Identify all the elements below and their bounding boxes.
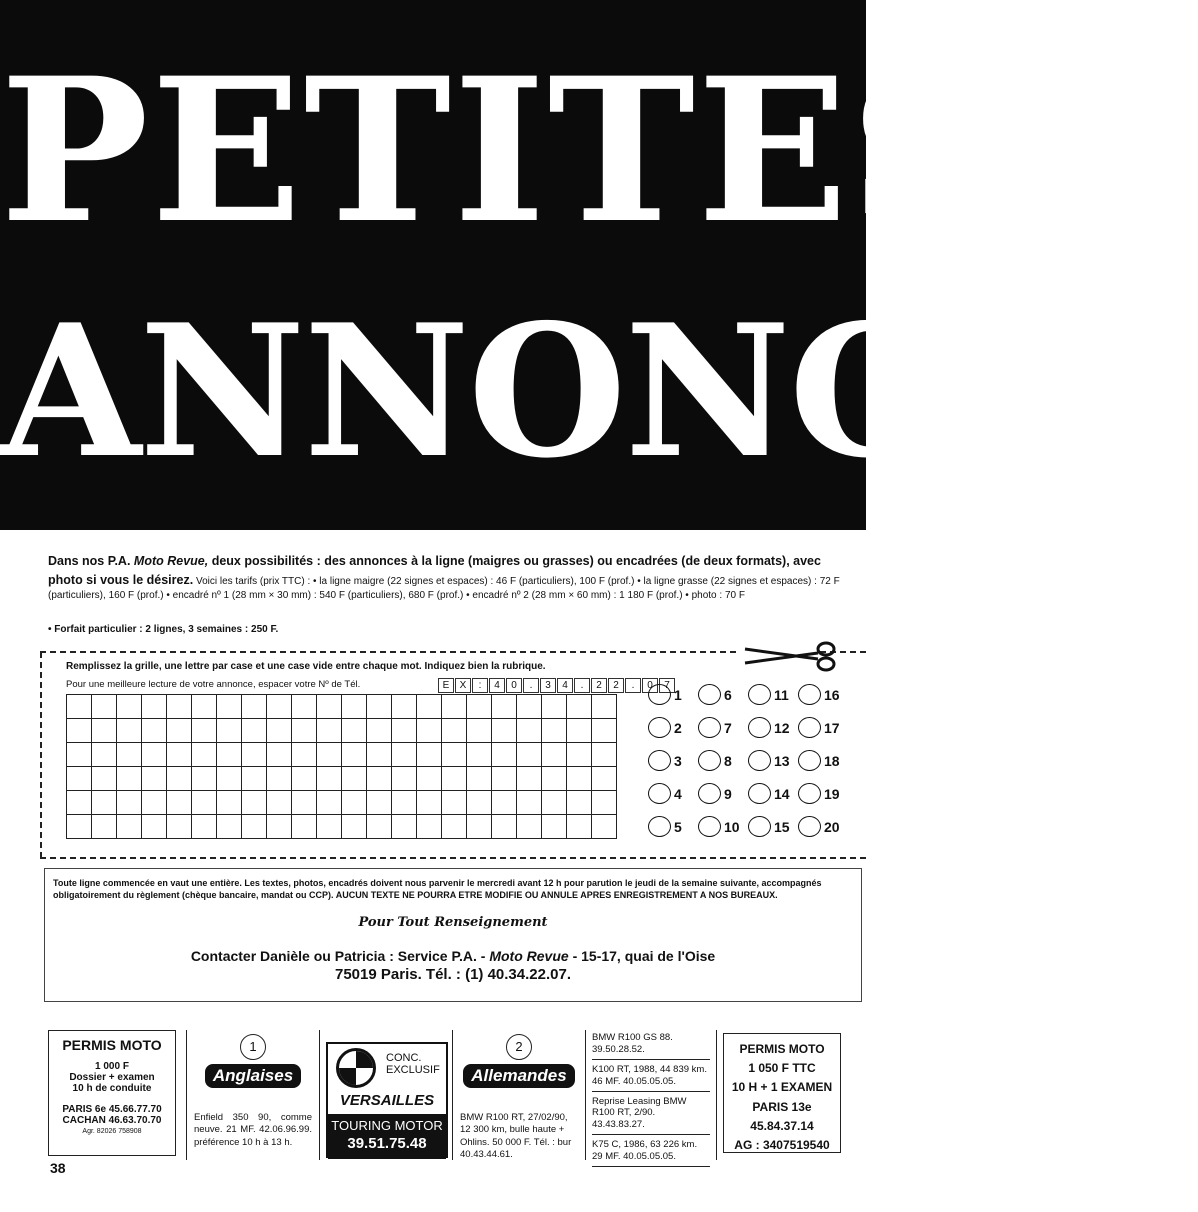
rubric-option-7[interactable]: [698, 711, 748, 744]
rules-text: Toute ligne commencée en vaut une entière. Les textes, photos, encadrés doivent nous parvenir le mercredi avant 12 h pour parution le jeudi de la semaine suivante, accompagnés obligatoirement du règlement (chèque bancaire, mandat ou CCP). AUCUN TEXTE NE POURRA ETRE MODIFIE OU ANNULE APRES ENREGISTREMENT A NOS BUREAUX.: [53, 878, 822, 901]
intro-rates: Voici les tarifs (prix TTC) : • la ligne maigre (22 signes et espaces) : 46 F (particuliers), 100 F (prof.) • la ligne grasse (22 signes et espaces) : 72 F (particuliers), 160 F (prof.) • encadré nº 1 (28 mm × 30 mm) : 540 F (particuliers), 680 F (prof.) • encadré nº 2 (28 mm × 60 mm) : 1 180 F (prof.) • photo : 70 F: [48, 575, 840, 601]
grid-cell[interactable]: [217, 767, 242, 791]
grid-cell[interactable]: [242, 791, 267, 815]
grid-cell[interactable]: [242, 767, 267, 791]
rubric-number: 9: [724, 785, 732, 802]
grid-cell[interactable]: [467, 767, 492, 791]
section-number: 2: [506, 1034, 532, 1060]
classified-ad: Reprise Leasing BMW R100 RT, 2/90. 43.43.83.27.: [592, 1096, 710, 1136]
grid-cell[interactable]: [217, 791, 242, 815]
ad-title: PERMIS MOTO: [739, 1042, 825, 1056]
grid-cell[interactable]: [492, 695, 517, 719]
radio-circle-icon[interactable]: [648, 750, 671, 771]
grid-cell[interactable]: [542, 719, 567, 743]
classified-ad: BMW R100 GS 88. 39.50.28.52.: [592, 1032, 710, 1060]
rubric-selector: [648, 678, 848, 843]
grid-cell[interactable]: [142, 719, 167, 743]
grid-cell[interactable]: [492, 815, 517, 839]
contact-phone: 75019 Paris. Tél. : (1) 40.34.22.07.: [335, 966, 571, 984]
grid-cell[interactable]: [167, 815, 192, 839]
ad-touring-motor: [326, 1042, 448, 1158]
column-divider: [716, 1030, 717, 1160]
grid-cell[interactable]: [517, 695, 542, 719]
ad-permis-moto-1: [48, 1030, 176, 1156]
grid-cell[interactable]: [517, 767, 542, 791]
radio-circle-icon[interactable]: [698, 816, 721, 837]
grid-cell[interactable]: [267, 791, 292, 815]
rubric-option-6[interactable]: [698, 678, 748, 711]
grid-cell[interactable]: [167, 767, 192, 791]
title-banner: [0, 0, 1198, 530]
grid-cell[interactable]: [492, 719, 517, 743]
rubric-number: 4: [674, 785, 682, 802]
grid-cell[interactable]: [567, 743, 592, 767]
ad-phone: 45.84.37.14: [750, 1118, 814, 1133]
grid-cell[interactable]: [392, 743, 417, 767]
grid-cell[interactable]: [592, 695, 617, 719]
grid-cell[interactable]: [342, 767, 367, 791]
grid-cell[interactable]: [92, 815, 117, 839]
grid-cell[interactable]: [467, 743, 492, 767]
column-divider: [452, 1030, 453, 1160]
ad-dealer-block: [328, 1114, 446, 1159]
grid-cell[interactable]: [142, 815, 167, 839]
rubric-option-5[interactable]: [648, 810, 698, 843]
grid-cell[interactable]: [517, 791, 542, 815]
grid-cell[interactable]: [67, 767, 92, 791]
ad-dealer: TOURING MOTOR: [331, 1118, 443, 1133]
rubric-number: 8: [724, 752, 732, 769]
contact-magazine: Moto Revue: [489, 948, 569, 964]
grid-cell[interactable]: [317, 791, 342, 815]
grid-cell[interactable]: [417, 719, 442, 743]
phone-example-box: 7: [659, 678, 675, 693]
grid-cell[interactable]: [567, 695, 592, 719]
phone-example-box: 4: [557, 678, 573, 693]
grid-cell[interactable]: [392, 719, 417, 743]
column-divider: [585, 1030, 586, 1160]
phone-example-box: 0: [506, 678, 522, 693]
grid-cell[interactable]: [517, 719, 542, 743]
radio-circle-icon[interactable]: [648, 684, 671, 705]
grid-cell[interactable]: [267, 719, 292, 743]
rules-box: [44, 868, 862, 1002]
cut-line-left: [40, 652, 42, 858]
grid-cell[interactable]: [442, 695, 467, 719]
grid-cell[interactable]: [542, 743, 567, 767]
grid-cell[interactable]: [117, 719, 142, 743]
grid-cell[interactable]: [467, 695, 492, 719]
radio-circle-icon[interactable]: [648, 783, 671, 804]
grid-cell[interactable]: [367, 743, 392, 767]
rubric-option-11[interactable]: [748, 678, 798, 711]
contact-text: Contacter Danièle ou Patricia : Service P.A. -: [190, 948, 490, 964]
section-number: 1: [240, 1034, 266, 1060]
grid-cell[interactable]: [542, 815, 567, 839]
phone-example: [438, 678, 676, 693]
grid-cell[interactable]: [392, 815, 417, 839]
rubric-number: 16: [824, 686, 840, 703]
radio-circle-icon[interactable]: [798, 717, 821, 738]
rubric-number: 15: [774, 818, 790, 835]
grid-cell[interactable]: [342, 695, 367, 719]
grid-cell[interactable]: [67, 791, 92, 815]
grid-cell[interactable]: [92, 719, 117, 743]
grid-cell[interactable]: [542, 695, 567, 719]
radio-circle-icon[interactable]: [698, 783, 721, 804]
grid-cell[interactable]: [92, 767, 117, 791]
rubric-number: 13: [774, 752, 790, 769]
grid-cell[interactable]: [292, 791, 317, 815]
grid-cell[interactable]: [292, 815, 317, 839]
grid-cell[interactable]: [442, 719, 467, 743]
grid-cell[interactable]: [442, 767, 467, 791]
rubric-number: 10: [724, 818, 740, 835]
grid-cell[interactable]: [317, 815, 342, 839]
grid-cell[interactable]: [567, 767, 592, 791]
grid-cell[interactable]: [92, 695, 117, 719]
rubric-number: 7: [724, 719, 732, 736]
intro-lead-rest: deux possibilités : des annonces à la ligne (maigres ou grasses) ou encadrées (de deux formats), avec photo si vous le désirez.: [48, 554, 821, 587]
page-number: 38: [50, 1160, 66, 1176]
grid-cell[interactable]: [267, 815, 292, 839]
grid-cell[interactable]: [367, 695, 392, 719]
grid-cell[interactable]: [467, 791, 492, 815]
grid-cell[interactable]: [417, 815, 442, 839]
grid-cell[interactable]: [217, 743, 242, 767]
grid-cell[interactable]: [467, 815, 492, 839]
rubric-option-4[interactable]: [648, 777, 698, 810]
ad-line: 10 h de conduite: [72, 1083, 152, 1094]
grid-cell[interactable]: [67, 719, 92, 743]
grid-cell[interactable]: [317, 743, 342, 767]
rubric-option-9[interactable]: [698, 777, 748, 810]
grid-cell[interactable]: [492, 791, 517, 815]
ad-title: PERMIS MOTO: [62, 1037, 162, 1053]
intro-lead-magazine: Moto Revue,: [133, 554, 209, 568]
rubric-option-3[interactable]: [648, 744, 698, 777]
rubric-number: 18: [824, 752, 840, 769]
grid-cell[interactable]: [367, 719, 392, 743]
rubric-number: 1: [674, 686, 682, 703]
grid-cell[interactable]: [567, 815, 592, 839]
grid-cell[interactable]: [167, 695, 192, 719]
grid-cell[interactable]: [67, 815, 92, 839]
grid-cell[interactable]: [167, 791, 192, 815]
grid-cell[interactable]: [292, 719, 317, 743]
grid-cell[interactable]: [192, 791, 217, 815]
rubric-option-16[interactable]: [798, 678, 848, 711]
contact-address: - 15-17, quai de l'Oise: [568, 948, 716, 964]
forfait-line: • Forfait particulier : 2 lignes, 3 semaines : 250 F.: [48, 624, 279, 635]
grid-cell[interactable]: [392, 695, 417, 719]
grid-cell[interactable]: [442, 791, 467, 815]
classified-ad: BMW R100 RT, 27/02/90, 12 300 km, bulle haute + Ohlins. 50 000 F. Tél. : bur 40.43.44.61.: [460, 1112, 572, 1161]
grid-cell[interactable]: [342, 719, 367, 743]
phone-example-box: 0: [642, 678, 658, 693]
rubric-option-15[interactable]: [748, 810, 798, 843]
grid-cell[interactable]: [567, 719, 592, 743]
grid-cell[interactable]: [317, 695, 342, 719]
grid-cell[interactable]: [442, 815, 467, 839]
grid-cell[interactable]: [592, 791, 617, 815]
ad-text-grid[interactable]: [66, 694, 617, 839]
grid-cell[interactable]: [417, 767, 442, 791]
grid-cell[interactable]: [492, 767, 517, 791]
rubric-option-14[interactable]: [748, 777, 798, 810]
rubric-number: 2: [674, 719, 682, 736]
phone-example-box: 4: [489, 678, 505, 693]
ad-city: PARIS 13e: [752, 1099, 812, 1114]
classifieds-column: [592, 1032, 710, 1171]
grid-cell[interactable]: [242, 743, 267, 767]
radio-circle-icon[interactable]: [698, 684, 721, 705]
rubric-option-19[interactable]: [798, 777, 848, 810]
phone-example-box: :: [472, 678, 488, 693]
ad-price: 1 000 F: [95, 1061, 129, 1072]
grid-cell[interactable]: [267, 743, 292, 767]
scissors-icon: [740, 637, 840, 673]
grid-cell[interactable]: [117, 815, 142, 839]
grid-cell[interactable]: [467, 719, 492, 743]
rubric-number: 14: [774, 785, 790, 802]
grid-cell[interactable]: [417, 695, 442, 719]
grid-cell[interactable]: [592, 743, 617, 767]
rubric-number: 11: [774, 686, 789, 703]
grid-cell[interactable]: [117, 767, 142, 791]
grid-cell[interactable]: [217, 695, 242, 719]
rubric-number: 19: [824, 785, 840, 802]
intro-paragraph: [48, 552, 848, 604]
grid-cell[interactable]: [142, 695, 167, 719]
radio-circle-icon[interactable]: [748, 816, 771, 837]
column-divider: [186, 1030, 187, 1160]
rubric-option-10[interactable]: [698, 810, 748, 843]
title-line-1: PETITES: [0, 34, 996, 267]
rubric-number: 5: [674, 818, 682, 835]
grid-cell[interactable]: [367, 815, 392, 839]
grid-cell[interactable]: [517, 815, 542, 839]
grid-cell[interactable]: [292, 767, 317, 791]
grid-cell[interactable]: [417, 743, 442, 767]
grid-cell[interactable]: [317, 767, 342, 791]
radio-circle-icon[interactable]: [798, 783, 821, 804]
grid-cell[interactable]: [142, 767, 167, 791]
grid-cell[interactable]: [192, 815, 217, 839]
grid-cell[interactable]: [242, 719, 267, 743]
grid-cell[interactable]: [192, 743, 217, 767]
section-allemandes: [460, 1034, 578, 1161]
grid-cell[interactable]: [192, 719, 217, 743]
grid-cell[interactable]: [117, 695, 142, 719]
ad-permis-moto-2: [723, 1033, 841, 1153]
grid-cell[interactable]: [242, 815, 267, 839]
phone-example-box: .: [574, 678, 590, 693]
grid-cell[interactable]: [342, 743, 367, 767]
phone-example-box: 2: [608, 678, 624, 693]
radio-circle-icon[interactable]: [798, 750, 821, 771]
grid-cell[interactable]: [292, 695, 317, 719]
phone-example-box: E: [438, 678, 454, 693]
grid-cell[interactable]: [292, 743, 317, 767]
grid-cell[interactable]: [217, 815, 242, 839]
grid-cell[interactable]: [392, 767, 417, 791]
rubric-option-20[interactable]: [798, 810, 848, 843]
rubric-number: 12: [774, 719, 790, 736]
radio-circle-icon[interactable]: [648, 717, 671, 738]
cut-line-bottom: [40, 857, 866, 859]
grid-cell[interactable]: [192, 695, 217, 719]
rubric-option-1[interactable]: [648, 678, 698, 711]
phone-example-box: 3: [540, 678, 556, 693]
ad-agreement: AG : 3407519540: [734, 1137, 830, 1152]
phone-example-box: 2: [591, 678, 607, 693]
grid-cell[interactable]: [492, 743, 517, 767]
grid-cell[interactable]: [142, 791, 167, 815]
grid-cell[interactable]: [367, 791, 392, 815]
phone-hint: Pour une meilleure lecture de votre annonce, espacer votre Nº de Tél.: [66, 679, 361, 690]
radio-circle-icon[interactable]: [798, 684, 821, 705]
grid-cell[interactable]: [417, 791, 442, 815]
grid-instruction: Remplissez la grille, une lettre par case et une case vide entre chaque mot. Indiquez bien la rubrique.: [66, 661, 546, 672]
grid-cell[interactable]: [92, 791, 117, 815]
phone-example-box: X: [455, 678, 471, 693]
rubric-option-12[interactable]: [748, 711, 798, 744]
rubric-number: 17: [824, 719, 840, 736]
grid-cell[interactable]: [542, 791, 567, 815]
radio-circle-icon[interactable]: [748, 684, 771, 705]
grid-cell[interactable]: [567, 791, 592, 815]
grid-cell[interactable]: [117, 791, 142, 815]
grid-cell[interactable]: [267, 695, 292, 719]
grid-cell[interactable]: [592, 767, 617, 791]
rubric-number: 6: [724, 686, 732, 703]
rubric-option-13[interactable]: [748, 744, 798, 777]
rubric-option-18[interactable]: [798, 744, 848, 777]
handwritten-heading: Pour Tout Renseignement: [358, 915, 548, 930]
radio-circle-icon[interactable]: [648, 816, 671, 837]
phone-example-box: .: [523, 678, 539, 693]
ad-line: Dossier + examen: [69, 1072, 155, 1083]
grid-cell[interactable]: [192, 767, 217, 791]
ad-city: VERSAILLES: [339, 1092, 435, 1109]
title-line-2: ANNONCES: [0, 284, 1198, 498]
bmw-logo-icon: [336, 1048, 376, 1088]
ad-price: 1 050 F TTC: [748, 1061, 816, 1076]
grid-cell[interactable]: [367, 767, 392, 791]
rubric-number: 3: [674, 752, 682, 769]
rubric-option-2[interactable]: [648, 711, 698, 744]
grid-cell[interactable]: [342, 815, 367, 839]
radio-circle-icon[interactable]: [698, 750, 721, 771]
radio-circle-icon[interactable]: [798, 816, 821, 837]
radio-circle-icon[interactable]: [748, 783, 771, 804]
radio-circle-icon[interactable]: [748, 717, 771, 738]
rubric-number: 20: [824, 818, 840, 835]
ad-line: 10 H + 1 EXAMEN: [731, 1080, 833, 1095]
grid-cell[interactable]: [592, 719, 617, 743]
grid-cell[interactable]: [167, 719, 192, 743]
classified-ad: Enfield 350 90, comme neuve. 21 MF. 42.06.96.99. préférence 10 h à 13 h.: [194, 1112, 312, 1148]
phone-example-box: .: [625, 678, 641, 693]
grid-cell[interactable]: [267, 767, 292, 791]
ad-phone: CACHAN 46.63.70.70: [62, 1115, 162, 1126]
grid-cell[interactable]: [342, 791, 367, 815]
grid-cell[interactable]: [67, 695, 92, 719]
intro-lead: Dans nos P.A.: [48, 554, 134, 568]
grid-cell[interactable]: [317, 719, 342, 743]
grid-cell[interactable]: [67, 743, 92, 767]
ad-phone: PARIS 6e 45.66.77.70: [62, 1104, 162, 1115]
column-divider: [319, 1030, 320, 1160]
grid-cell[interactable]: [592, 815, 617, 839]
grid-cell[interactable]: [217, 719, 242, 743]
ad-conc: CONC. EXCLUSIF: [386, 1052, 440, 1076]
rubric-option-17[interactable]: [798, 711, 848, 744]
grid-cell[interactable]: [517, 743, 542, 767]
grid-cell[interactable]: [117, 743, 142, 767]
grid-cell[interactable]: [392, 791, 417, 815]
grid-cell[interactable]: [167, 743, 192, 767]
section-anglaises: [194, 1034, 312, 1149]
grid-cell[interactable]: [542, 767, 567, 791]
grid-cell[interactable]: [142, 743, 167, 767]
grid-cell[interactable]: [92, 743, 117, 767]
ad-agreement: Agr. 82026 758908: [82, 1128, 142, 1135]
ad-phone: 39.51.75.48: [347, 1135, 427, 1152]
section-label: Anglaises: [205, 1064, 301, 1088]
classified-ad: K100 RT, 1988, 44 839 km. 46 MF. 40.05.05.05.: [592, 1064, 710, 1092]
radio-circle-icon[interactable]: [748, 750, 771, 771]
section-label: Allemandes: [463, 1064, 574, 1088]
grid-cell[interactable]: [242, 695, 267, 719]
grid-cell[interactable]: [442, 743, 467, 767]
contact-info: [45, 947, 861, 985]
rubric-option-8[interactable]: [698, 744, 748, 777]
radio-circle-icon[interactable]: [698, 717, 721, 738]
classified-ad: K75 C, 1986, 63 226 km. 29 MF. 40.05.05.05.: [592, 1139, 710, 1167]
